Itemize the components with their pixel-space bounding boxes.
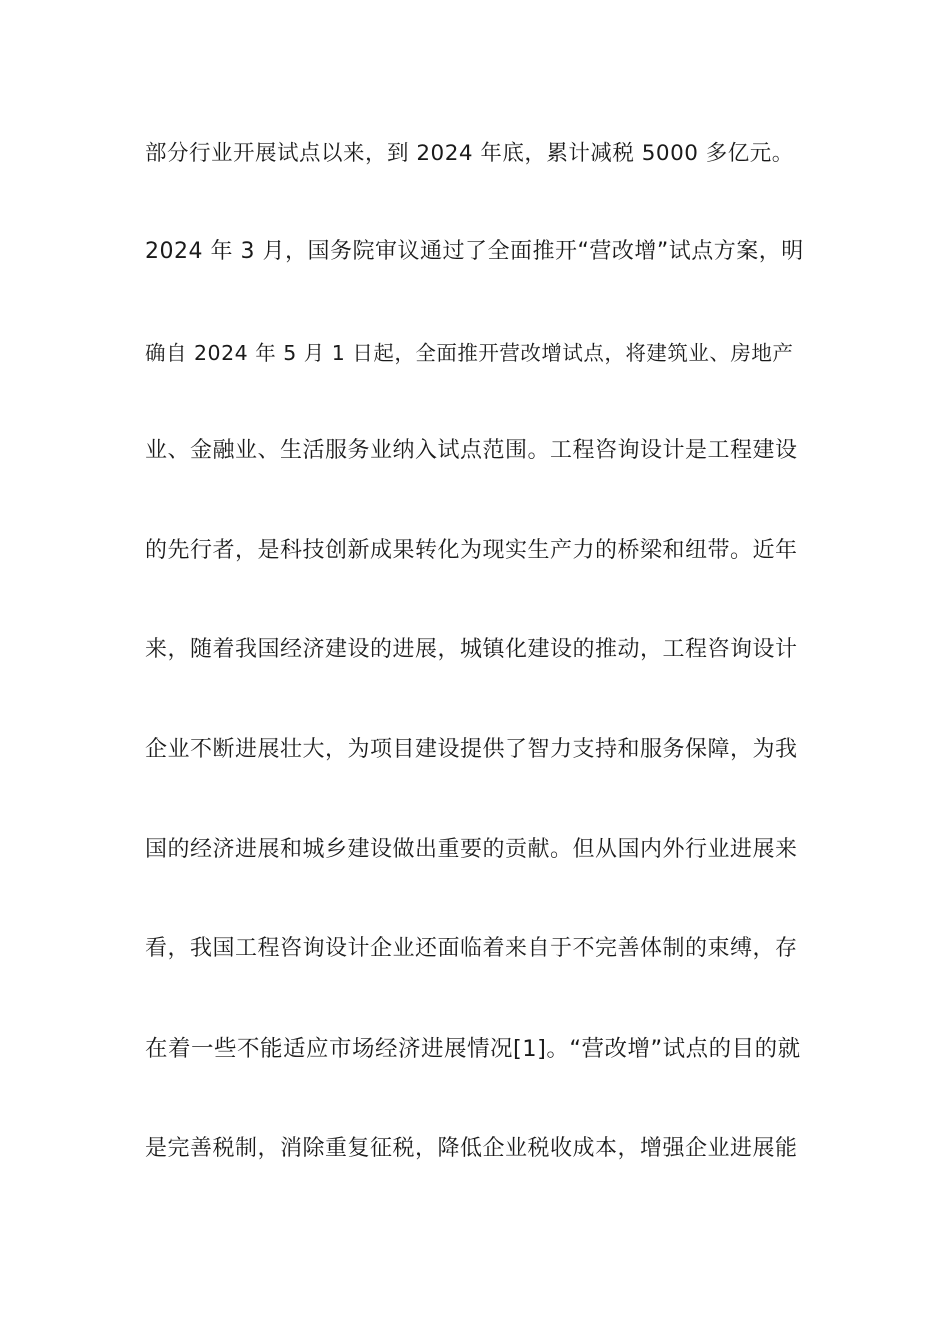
body-text-line: 国的经济进展和城乡建设做出重要的贡献。但从国内外行业进展来 <box>145 837 798 862</box>
body-text-line: 在着一些不能适应市场经济进展情况[1]。“营改增”试点的目的就 <box>145 1036 801 1062</box>
body-text-line: 是完善税制，消除重复征税，降低企业税收成本，增强企业进展能 <box>145 1136 798 1161</box>
body-text-line: 的先行者，是科技创新成果转化为现实生产力的桥梁和纽带。近年 <box>145 538 798 563</box>
body-text-line: 企业不断进展壮大，为项目建设提供了智力支持和服务保障，为我 <box>145 737 798 762</box>
body-text-line: 来，随着我国经济建设的进展，城镇化建设的推动，工程咨询设计 <box>145 637 798 662</box>
body-text-line: 业、金融业、生活服务业纳入试点范围。工程咨询设计是工程建设 <box>145 438 798 463</box>
body-text-line: 看，我国工程咨询设计企业还面临着来自于不完善体制的束缚，存 <box>145 936 798 961</box>
body-text-line: 确自 2024 年 5 月 1 日起，全面推开营改增试点，将建筑业、房地产 <box>145 341 794 365</box>
body-text-line: 部分行业开展试点以来，到 2024 年底，累计减税 5000 多亿元。 <box>145 141 794 166</box>
body-text-line: 2024 年 3 月，国务院审议通过了全面推开“营改增”试点方案，明 <box>145 239 804 264</box>
